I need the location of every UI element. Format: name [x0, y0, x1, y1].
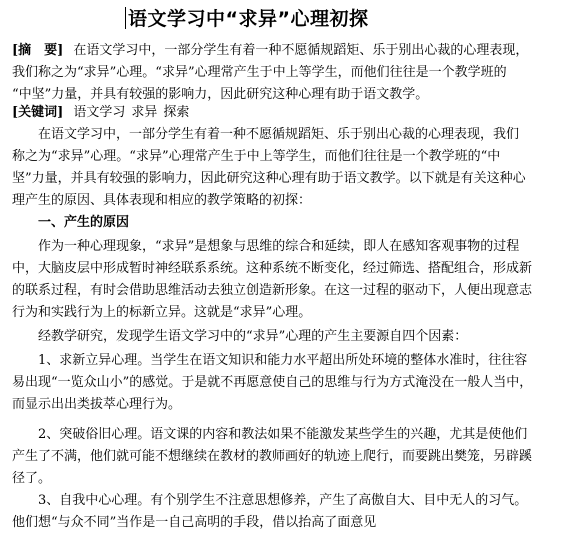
paragraph-line: 称之为“求异”心理。“求异”心理常产生于中上等学生，而他们往往是一个教学班的“中 — [12, 149, 501, 164]
abstract-label: [摘 要] — [12, 43, 64, 58]
paragraph-line: 易出现“一览众山小”的感觉。于是就不再愿意使自己的思维与行为方式淹没在一般人当中， — [12, 375, 533, 390]
paragraph-line: 中，大脑皮层中形成暂时神经联系系统。这种系统不断变化，经过筛选、搭配组合，形成新 — [12, 261, 533, 276]
text-cursor — [125, 7, 126, 29]
keywords-block — [12, 102, 564, 124]
keyword: 求异 — [131, 105, 158, 120]
paragraph-line: 理产生的原因、具体表现和相应的教学策略的初探： — [12, 193, 312, 208]
paragraph-line: 产生了不满，他们就可能不想继续在教材的教师画好的轨迹上爬行，而要跳出樊笼，另辟蹊 — [12, 449, 533, 464]
title-text: 语文学习中“求异”心理初探 — [128, 8, 369, 30]
factor-item-2 — [12, 424, 564, 490]
paragraph-line: 的联系过程，有时会借助思维活动去独立创造新形象。在这一过程的驱动下，人便出现意志 — [12, 283, 533, 298]
factors-intro-paragraph — [12, 326, 564, 348]
abstract-text: 在语文学习中，一部分学生有着一种不愿循规蹈矩、乐于别出心裁的心理表现， — [73, 43, 529, 58]
document-title — [125, 6, 445, 32]
abstract-line: “中坚”力量，并具有较强的影响力，因此研究这种心理有助于语文教学。 — [12, 87, 429, 102]
abstract-line: 我们称之为“求异”心理。“求异”心理常产生于中上等学生，而他们往往是一个教学班的 — [12, 65, 507, 80]
paragraph-line: 作为一种心理现象，“求异”是想象与思维的综合和延续，即人在感知客观事物的过程 — [38, 239, 520, 254]
abstract-line — [12, 40, 564, 62]
paragraph-line: 而显示出出类拔萃心理行为。 — [12, 397, 182, 412]
paragraph-line: 行为和实践行为上的标新立异。这就是“求异”心理。 — [12, 305, 312, 320]
paragraph-line: 2、突破俗旧心理。语文课的内容和教法如果不能激发某些学生的兴趣，尤其是使他们 — [38, 427, 528, 442]
keywords-line — [12, 102, 564, 124]
keyword: 语文学习 — [73, 105, 126, 120]
paragraph-line: 径了。 — [12, 471, 52, 486]
abstract-block — [12, 40, 564, 106]
section-heading-text: 一、产生的原因 — [38, 215, 130, 230]
factor-item-1 — [12, 350, 564, 416]
paragraph-line: 经教学研究，发现学生语文学习中的“求异”心理的产生主要源自四个因素： — [38, 329, 468, 344]
paragraph-line: 他们想“与众不同”当作是一自己高明的手段，借以抬高了面意见 — [12, 515, 377, 530]
cause-paragraph — [12, 236, 564, 324]
paragraph-line: 在语文学习中，一部分学生有着一种不愿循规蹈矩、乐于别出心裁的心理表现，我们 — [38, 127, 520, 142]
paragraph-line: 3、自我中心心理。有个别学生不注意思想修养，产生了高傲自大、目中无人的习气。 — [38, 493, 528, 508]
paragraph-line: 1、求新立异心理。当学生在语文知识和能力水平超出所处环境的整体水准时，往往容 — [38, 353, 528, 368]
paragraph-line: 坚”力量，并具有较强的影响力，因此研究这种心理有助于语文教学。以下就是有关这种心 — [12, 171, 526, 186]
keyword: 探索 — [163, 105, 190, 120]
factor-item-3 — [12, 490, 564, 534]
section-heading — [12, 212, 564, 234]
keywords-label: [关键词] — [12, 105, 64, 120]
intro-paragraph — [12, 124, 564, 212]
